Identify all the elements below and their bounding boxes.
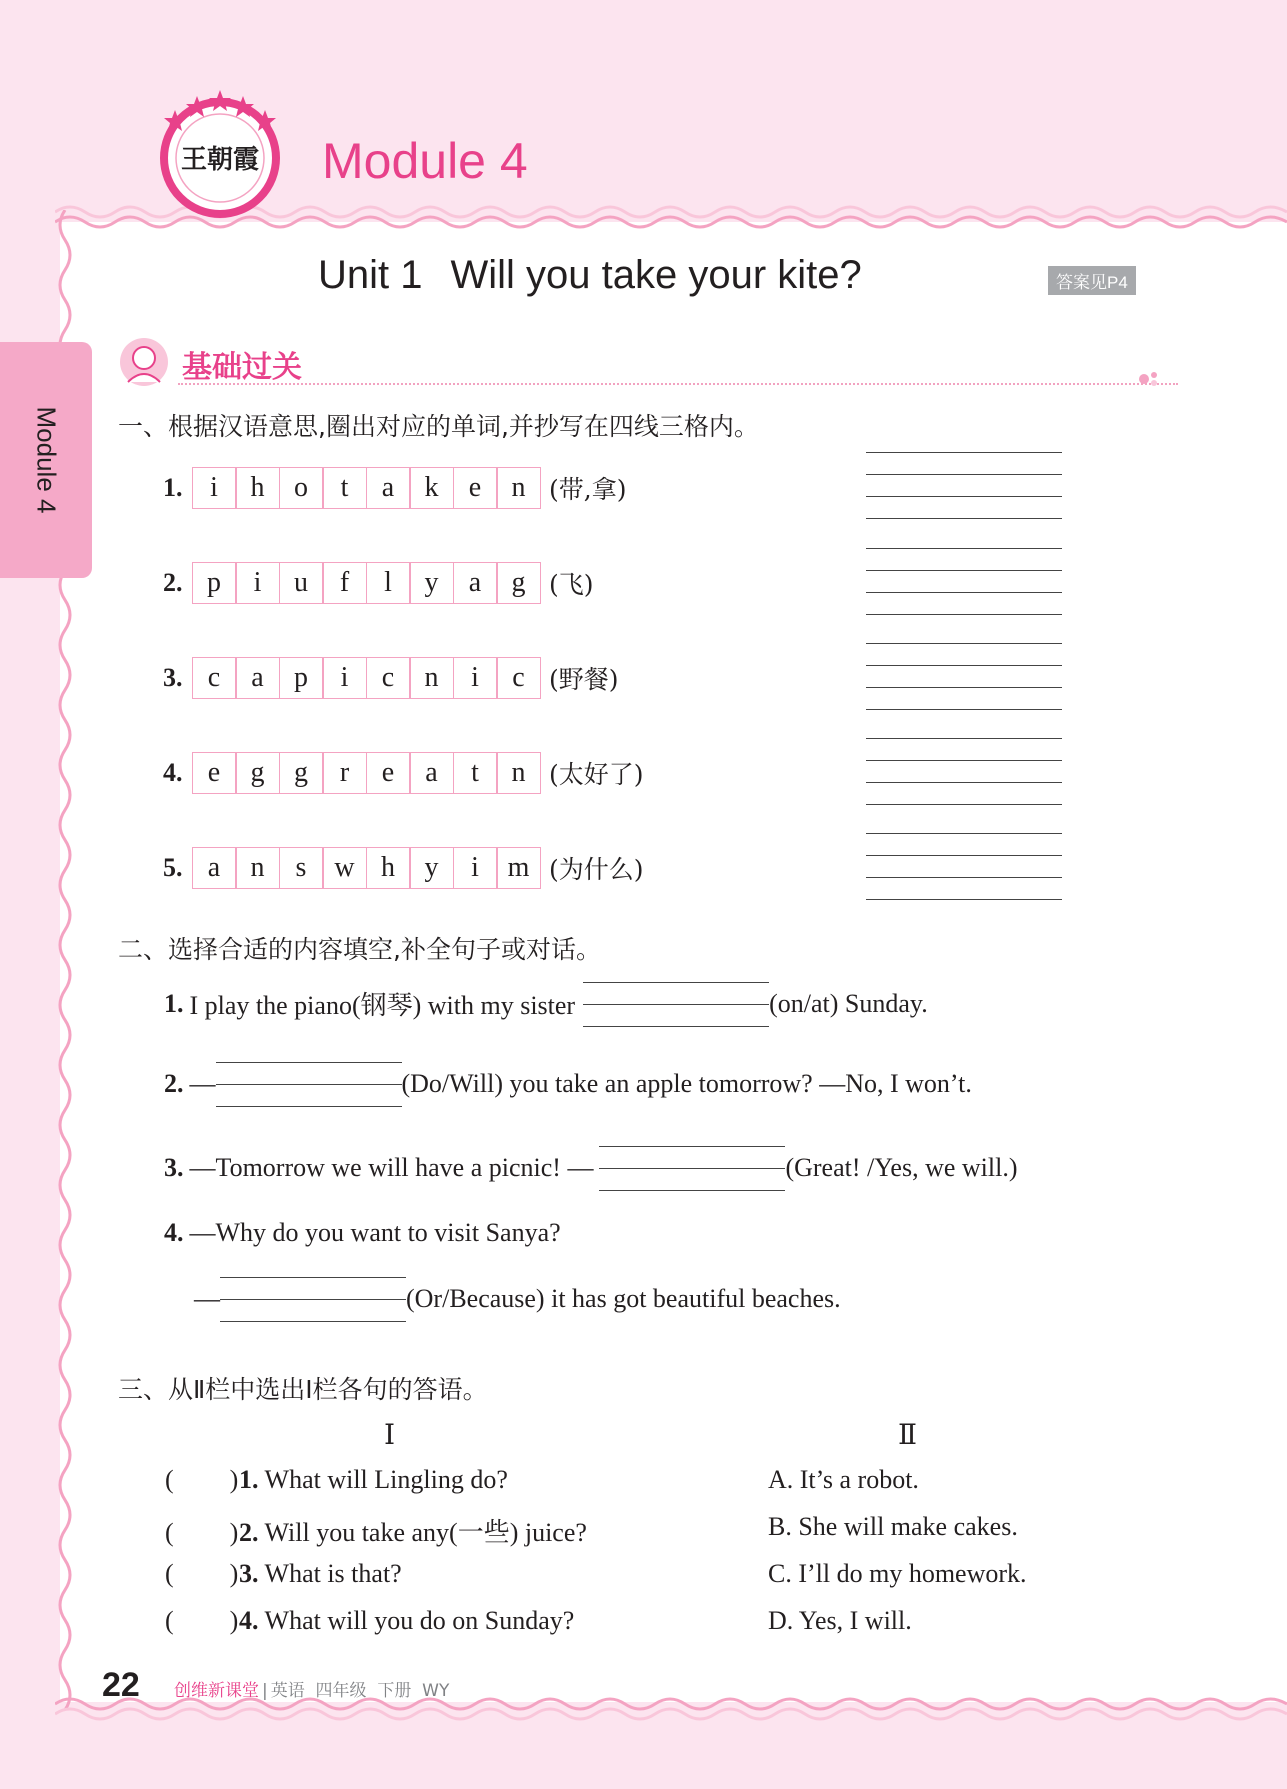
question-text: What is that? [264, 1559, 402, 1588]
question-text: Will you take any(一些) juice? [264, 1518, 587, 1547]
match-question [165, 1465, 508, 1495]
letter-cell[interactable]: n [235, 847, 280, 889]
q1-item [163, 467, 626, 509]
letter-grid [193, 847, 541, 889]
item-number: 4. [164, 1218, 184, 1247]
letter-cell[interactable]: y [409, 847, 454, 889]
letter-cell[interactable]: t [322, 467, 367, 509]
section-label: 基础过关 [182, 350, 302, 385]
handwriting-lines[interactable] [866, 643, 1062, 715]
q2-item [164, 1069, 972, 1099]
item-number: 4. [239, 1606, 259, 1635]
letter-cell[interactable]: u [279, 562, 324, 604]
unit-name: Will you take your kite? [450, 253, 862, 297]
letter-cell[interactable]: k [409, 467, 454, 509]
answer-blank[interactable] [599, 1155, 785, 1181]
section-dotted-line [178, 383, 1178, 385]
chinese-hint: (飞) [549, 570, 594, 599]
letter-cell[interactable]: h [366, 847, 411, 889]
page-number: 22 [102, 1666, 140, 1704]
chinese-hint: (为什么) [549, 855, 644, 884]
q2-item [164, 1153, 1018, 1183]
dots-ornament-icon [1138, 370, 1160, 388]
answer-blank[interactable] [583, 991, 769, 1017]
footer-details: 英语 四年级 下册 WY [270, 1681, 450, 1701]
item-number: 2. [239, 1518, 259, 1547]
letter-cell[interactable]: c [496, 657, 541, 699]
item-number: 1. [164, 988, 184, 1018]
answer-blank[interactable] [220, 1286, 406, 1312]
match-question [165, 1606, 574, 1636]
letter-cell[interactable]: e [366, 752, 411, 794]
match-answer: A. It’s a robot. [768, 1465, 919, 1494]
letter-cell[interactable]: i [453, 847, 498, 889]
letter-cell[interactable]: g [496, 562, 541, 604]
q2-item [164, 985, 928, 1022]
letter-cell[interactable]: p [279, 657, 324, 699]
letter-cell[interactable]: n [496, 752, 541, 794]
handwriting-lines[interactable] [866, 452, 1062, 524]
module-title: Module 4 [322, 133, 528, 189]
match-question [165, 1512, 587, 1549]
item-number: 2. [163, 568, 183, 597]
logo-text: 王朝霞 [180, 145, 260, 175]
sentence-end: (Great! /Yes, we will.) [785, 1153, 1018, 1182]
item-number: 3. [164, 1153, 184, 1182]
letter-cell[interactable]: a [453, 562, 498, 604]
letter-cell[interactable]: m [496, 847, 541, 889]
sentence-text: —Why do you want to visit Sanya? [189, 1218, 561, 1247]
footer-brand: 创维新课堂 [174, 1681, 259, 1701]
unit-number: Unit 1 [318, 253, 423, 297]
sentence-start: — [189, 1069, 216, 1098]
q2-heading: 二、选择合适的内容填空,补全句子或对话。 [118, 935, 601, 964]
handwriting-lines[interactable] [866, 738, 1062, 810]
letter-grid [193, 467, 541, 509]
letter-cell[interactable]: p [192, 562, 237, 604]
letter-cell[interactable]: e [192, 752, 237, 794]
item-number: 3. [239, 1559, 259, 1588]
sentence-start: — [194, 1284, 220, 1313]
unit-title [318, 253, 862, 298]
item-number: 1. [239, 1465, 259, 1494]
letter-cell[interactable]: c [366, 657, 411, 699]
letter-grid [193, 657, 541, 699]
letter-cell[interactable]: y [409, 562, 454, 604]
q1-item [163, 752, 644, 794]
teacher-avatar-icon [118, 336, 170, 388]
letter-cell[interactable]: a [235, 657, 280, 699]
letter-cell[interactable]: a [409, 752, 454, 794]
answer-reference-badge: 答案见P4 [1048, 266, 1136, 295]
column-two-header: Ⅱ [898, 1420, 918, 1451]
sentence-end: (Or/Because) it has got beautiful beaches. [406, 1284, 841, 1313]
letter-cell[interactable]: o [279, 467, 324, 509]
item-number: 4. [163, 758, 183, 787]
letter-cell[interactable]: n [409, 657, 454, 699]
letter-cell[interactable]: i [192, 467, 237, 509]
side-tab-label: Module 4 [31, 406, 62, 514]
letter-cell[interactable]: a [192, 847, 237, 889]
sentence-start: —Tomorrow we will have a picnic! — [189, 1153, 594, 1182]
chinese-hint: (带,拿) [549, 475, 627, 504]
letter-cell[interactable]: n [496, 467, 541, 509]
q2-item [194, 1284, 841, 1314]
letter-cell[interactable]: r [322, 752, 367, 794]
sentence-start: I play the piano(钢琴) with my sister [189, 991, 576, 1020]
q1-item [163, 657, 619, 699]
letter-cell[interactable]: i [235, 562, 280, 604]
logo-seal-icon [155, 88, 285, 218]
sentence-end: (Do/Will) you take an apple tomorrow? —No, I won’t. [401, 1069, 972, 1098]
letter-cell[interactable]: i [322, 657, 367, 699]
chinese-hint: (太好了) [549, 760, 644, 789]
match-answer: C. I’ll do my homework. [768, 1559, 1027, 1588]
letter-cell[interactable]: w [322, 847, 367, 889]
match-answer: D. Yes, I will. [768, 1606, 912, 1635]
match-answer: B. She will make cakes. [768, 1512, 1018, 1541]
sentence-end: (on/at) Sunday. [769, 988, 928, 1018]
q3-heading: 三、从Ⅱ栏中选出Ⅰ栏各句的答语。 [118, 1375, 488, 1404]
chinese-hint: (野餐) [549, 665, 619, 694]
q1-heading: 一、根据汉语意思,圈出对应的单词,并抄写在四线三格内。 [118, 412, 759, 441]
column-one-header: Ⅰ [384, 1420, 396, 1451]
letter-cell[interactable]: a [366, 467, 411, 509]
answer-bracket[interactable]: ( ) [165, 1465, 239, 1494]
answer-bracket[interactable]: ( ) [165, 1518, 239, 1547]
letter-cell[interactable]: c [192, 657, 237, 699]
letter-cell[interactable]: h [235, 467, 280, 509]
letter-cell[interactable]: s [279, 847, 324, 889]
q1-item [163, 562, 594, 604]
answer-blank[interactable] [216, 1071, 402, 1097]
question-text: What will you do on Sunday? [264, 1606, 575, 1635]
letter-cell[interactable]: e [453, 467, 498, 509]
answer-bracket[interactable]: ( ) [165, 1559, 239, 1588]
letter-cell[interactable]: g [279, 752, 324, 794]
letter-cell[interactable]: l [366, 562, 411, 604]
footer-info [174, 1676, 449, 1701]
handwriting-lines[interactable] [866, 833, 1062, 905]
answer-bracket[interactable]: ( ) [165, 1606, 239, 1635]
letter-cell[interactable]: t [453, 752, 498, 794]
item-number: 3. [163, 663, 183, 692]
letter-cell[interactable]: f [322, 562, 367, 604]
q2-item [164, 1218, 561, 1248]
item-number: 1. [163, 473, 183, 502]
footer-separator: | [262, 1681, 268, 1701]
letter-grid [193, 752, 541, 794]
letter-cell[interactable]: i [453, 657, 498, 699]
q1-item [163, 847, 644, 889]
item-number: 5. [163, 853, 183, 882]
letter-grid [193, 562, 541, 604]
question-text: What will Lingling do? [264, 1465, 508, 1494]
section-heading [118, 336, 1158, 392]
letter-cell[interactable]: g [235, 752, 280, 794]
item-number: 2. [164, 1069, 184, 1098]
match-question [165, 1559, 402, 1589]
handwriting-lines[interactable] [866, 548, 1062, 620]
